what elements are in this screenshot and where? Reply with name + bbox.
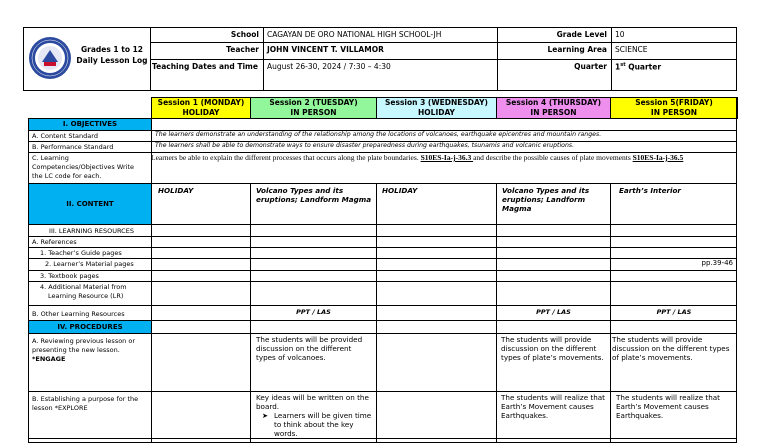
procedure-b-label: B. Establishing a purpose for the lesson *EXPLORE <box>32 395 139 412</box>
textbook-label: 3. Textbook pages <box>40 272 99 280</box>
content-standard-label: A. Content Standard <box>32 132 98 140</box>
performance-standard-label: B. Performance Standard <box>32 143 114 151</box>
learners-material-label: 2. Learner’s Material pages <box>45 260 134 268</box>
procedure-a-cell-5: The students will provide discussion on the different types of plate’s movements. <box>612 335 730 362</box>
other-resources-cell-2: PPT / LAS <box>296 308 331 316</box>
content-cell-3: HOLIDAY <box>382 186 418 195</box>
area-label: Learning Area <box>547 45 607 54</box>
session-mode: IN PERSON <box>290 108 337 117</box>
content-cell-5: Earth’s Interior <box>619 186 681 195</box>
additional-material-label: 4. Additional Material from Learning Resource (LR) <box>40 283 127 300</box>
procedure-b-cell-5: The students will realize that Earth’s Movement causes Earthquakes. <box>616 393 721 420</box>
learners-pages: pp.39-46 <box>701 259 733 267</box>
session-title: Session 3 (WEDNESDAY) <box>385 98 488 107</box>
procedure-a-cell-2: The students will be provided discussion on the different types of volcanoes. <box>256 335 363 362</box>
session-title: Session 4 (THURSDAY) <box>505 98 602 107</box>
procedure-a-label: A. Reviewing previous lesson or presenting the new lesson. *ENGAGE <box>32 337 136 363</box>
dates-label: Teaching Dates and Time <box>152 62 258 71</box>
session-title: Session 1 (MONDAY) <box>157 98 245 107</box>
quarter-value: 1st Quarter <box>615 62 662 72</box>
procedure-b-cell-2: Key ideas will be written on the board. ➤ Learners will be given time to think about the key words. <box>256 393 372 438</box>
session-title: Session 5(FRIDAY) <box>635 98 713 107</box>
area-value: SCIENCE <box>615 45 648 54</box>
dates-value: August 26-30, 2024 / 7:30 – 4:30 <box>267 62 391 71</box>
teachers-guide-label: 1. Teacher’s Guide pages <box>40 249 122 257</box>
procedures-heading: IV. PROCEDURES <box>29 321 151 333</box>
quarter-label: Quarter <box>574 62 607 71</box>
objectives-heading: I. OBJECTIVES <box>29 119 151 130</box>
other-resources-cell-4: PPT / LAS <box>536 308 571 316</box>
deped-seal <box>28 36 72 80</box>
content-cell-1: HOLIDAY <box>158 186 194 195</box>
content-heading: II. CONTENT <box>66 200 114 208</box>
teacher-value: JOHN VINCENT T. VILLAMOR <box>267 45 384 54</box>
content-standard-text: The learners demonstrate an understanding of the relationship among the locations of volcanoes, earthquake epicentres and mountain ranges. <box>155 131 602 138</box>
arrow-bullet-icon: ➤ <box>262 411 269 420</box>
session-mode: HOLIDAY <box>182 108 220 117</box>
school-value: CAGAYAN DE ORO NATIONAL HIGH SCHOOL-JH <box>267 30 442 39</box>
other-resources-label: B. Other Learning Resources <box>32 310 125 318</box>
school-label: School <box>230 30 259 39</box>
teacher-label: Teacher <box>226 45 259 54</box>
resources-heading: III. LEARNING RESOURCES <box>49 227 134 235</box>
performance-standard-text: The learners shall be able to demonstrate ways to ensure disaster preparedness during earthquakes, tsunamis and volcanic eruptions. <box>155 142 575 149</box>
other-resources-cell-5: PPT / LAS <box>656 308 692 316</box>
content-cell-4: Volcano Types and its eruptions; Landform Magma <box>502 186 590 213</box>
competencies-text: Learners be able to explain the different processes that occurs along the plate boundaries. S10ES-Ia-j-36.3 and describe the possible causes of plate movements S10ES-Ia-j-36.5 <box>151 153 684 162</box>
grade-value: 10 <box>615 30 625 39</box>
content-cell-2: Volcano Types and its eruptions; Landform Magma <box>256 186 372 204</box>
session-mode: IN PERSON <box>530 108 577 117</box>
references-label: A. References <box>32 238 77 246</box>
session-mode: IN PERSON <box>650 108 698 117</box>
session-mode: HOLIDAY <box>418 108 455 117</box>
dll-title: Grades 1 to 12 Daily Lesson Log <box>76 45 148 65</box>
procedure-a-cell-4: The students will provide discussion on the different types of plate’s movements. <box>501 335 604 362</box>
competencies-label: C. Learning Competencies/Objectives Write the LC code for each. <box>32 154 135 180</box>
session-title: Session 2 (TUESDAY) <box>269 98 358 107</box>
grade-label: Grade Level <box>556 30 607 39</box>
procedure-b-cell-4: The students will realize that Earth’s Movement causes Earthquakes. <box>501 393 606 420</box>
